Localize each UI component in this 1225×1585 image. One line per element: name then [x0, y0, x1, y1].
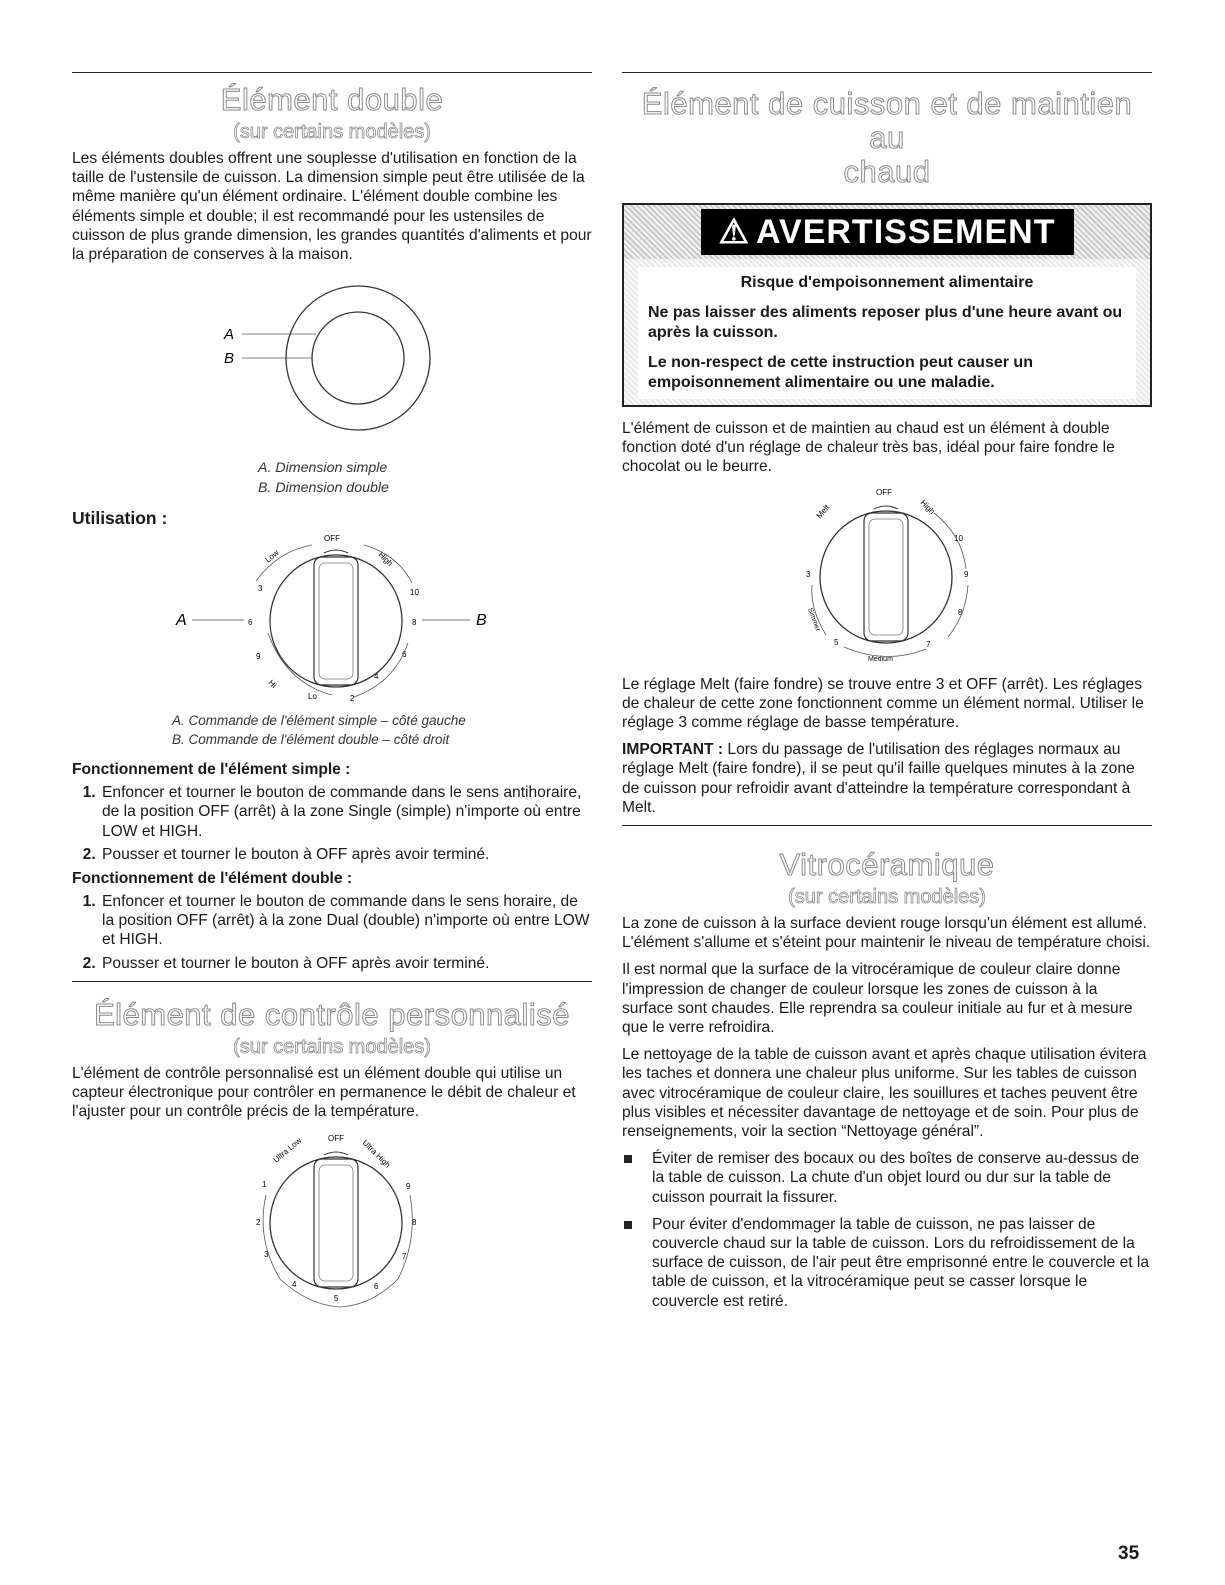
element-diagram — [72, 272, 592, 458]
warning-body — [624, 259, 1150, 405]
lo-label: Lo — [308, 692, 317, 702]
setting-5: 5 — [334, 1294, 339, 1304]
setting-8: 8 — [412, 618, 417, 628]
paragraph: L'élément de contrôle personnalisé est un élément double qui utilise un capteur électronique pour contrôler en permanence le débit de chaleur et l'ajuster pour un contrôle précis de la température. — [72, 1064, 576, 1121]
page-number: 35 — [1118, 1543, 1140, 1564]
figure-caption-b: B. Dimension double — [258, 480, 389, 497]
warning-content — [638, 267, 1136, 399]
off-label: OFF — [328, 1134, 344, 1144]
warning-box — [622, 203, 1152, 407]
important-label: IMPORTANT : — [622, 741, 724, 759]
setting-3: 3 — [264, 1250, 269, 1260]
setting-2: 2 — [350, 694, 355, 704]
figure-caption-a: A. Commande de l'élément simple – côté gauche — [172, 713, 466, 729]
off-label: OFF — [876, 487, 892, 497]
high-label: High — [918, 497, 937, 516]
warning-banner — [701, 209, 1074, 255]
medium-label: Medium — [868, 655, 893, 663]
knob-grip — [314, 557, 358, 685]
low-label: Low — [263, 548, 281, 565]
list-item: 2. Pousser et tourner le bouton à OFF après avoir terminé. — [100, 845, 592, 864]
setting-9: 9 — [406, 1182, 411, 1192]
paragraph: L'élément de cuisson et de maintien au chaud est un élément à double fonction doté d'un réglage de chaleur très bas, idéal pour faire fondre le chocolat ou le beurre. — [622, 420, 1115, 476]
callout-a: A — [224, 326, 235, 344]
double-heading: Fonctionnement de l'élément double : — [72, 870, 353, 888]
high-label: High — [376, 550, 395, 569]
section-rule — [622, 825, 1152, 826]
setting-8: 8 — [958, 607, 963, 617]
important-paragraph — [622, 740, 1152, 817]
melt-knob-figure — [622, 485, 1152, 675]
custom-knob-diagram — [72, 1129, 592, 1309]
paragraph: Le réglage Melt (faire fondre) se trouve entre 3 et OFF (arrêt). Les réglages de chaleur de cette zone fonctionnent comme un élément normal. Utiliser le réglage 3 comme réglage de basse température. — [622, 675, 1144, 732]
warning-risk: Risque d'empoisonnement alimentaire — [740, 274, 1034, 291]
knob-grip-inner — [319, 563, 353, 679]
pointer-mark — [324, 550, 348, 553]
setting-6-right: 6 — [402, 650, 407, 660]
callout-b: B — [224, 350, 235, 368]
utilisation-heading: Utilisation : — [72, 508, 168, 529]
warning-line: Le non-respect de cette instruction peut causer un empoisonnement alimentaire ou une maladie. — [648, 354, 1033, 391]
right-column — [622, 72, 1152, 1319]
hi-label: Hi — [266, 678, 279, 690]
ultra-low-label: Ultra Low — [271, 1136, 304, 1165]
paragraph: La zone de cuisson à la surface devient rouge lorsqu'un élément est allumé. L'élément s'allume et s'éteint pour maintenir le niveau de température choisi. — [622, 915, 1151, 952]
setting-7: 7 — [926, 639, 931, 649]
warning-title: AVERTISSEMENT — [755, 213, 1056, 251]
setting-10: 10 — [954, 533, 963, 543]
list-item: 1. Enfoncer et tourner le bouton de commande dans le sens horaire, de la position OFF (arrêt) à la zone Dual (double) n'importe où entre LOW et HIGH. — [100, 892, 592, 950]
important-text: Lors du passage de l'utilisation des réglages normaux au réglage Melt (faire fondre), il se peut qu'il faille quelques minutes à la zone de cuisson pour refroidir avant d'atteindre la température correspondant à Melt. — [622, 741, 1135, 816]
setting-9: 9 — [256, 652, 261, 662]
section-title: Élément double — [220, 82, 444, 117]
setting-9: 9 — [964, 569, 969, 579]
melt-label: Melt — [814, 502, 832, 520]
setting-10: 10 — [410, 588, 419, 598]
off-label: OFF — [324, 534, 340, 544]
setting-5: 5 — [834, 637, 839, 647]
section-title — [622, 87, 1152, 189]
knob-grip — [864, 513, 908, 641]
title-line: Élément de cuisson et de maintien au — [641, 86, 1133, 155]
figure-caption-a: A. Dimension simple — [258, 460, 388, 477]
inner-ring — [312, 312, 404, 404]
setting-3: 3 — [258, 584, 263, 594]
section-title: Élément de contrôle personnalisé — [93, 996, 571, 1032]
list-item: 1. Enfoncer et tourner le bouton de commande dans le sens antihoraire, de la position OFF (arrêt) à la zone Single (simple) n'importe où entre LOW et HIGH. — [100, 783, 592, 841]
list-item: 2. Pousser et tourner le bouton à OFF après avoir terminé. — [100, 954, 592, 973]
warning-line: Ne pas laisser des aliments reposer plus d'une heure avant ou après la cuisson. — [648, 304, 1123, 341]
list-item: Pour éviter d'endommager la table de cuisson, ne pas laisser de couvercle chaud sur la table de cuisson. Lors du refroidissement de la surface de cuisson, de l'air peut être emprisonné entre le couvercle et la table de cuisson, et la vitrocéramique peut se casser lorsque le couvercle est retiré. — [652, 1215, 1152, 1311]
title-line: chaud — [843, 154, 931, 189]
setting-4: 4 — [374, 672, 379, 682]
pointer-mark — [324, 1152, 348, 1155]
section-subtitle: (sur certains modèles) — [233, 121, 431, 143]
section-rule — [72, 72, 592, 73]
setting-6: 6 — [374, 1282, 379, 1292]
list-item: Éviter de remiser des bocaux ou des boîtes de conserve au-dessus de la table de cuisson. La chute d'un objet lourd ou dur sur la table de cuisson pourrait la fissurer. — [652, 1149, 1152, 1207]
simple-steps — [72, 783, 592, 864]
section-rule — [72, 981, 592, 982]
dual-knob-diagram — [72, 533, 592, 711]
setting-2: 2 — [256, 1218, 261, 1228]
knob-outline — [270, 1157, 402, 1292]
element-size-figure — [72, 272, 592, 458]
ultra-high-label: Ultra High — [360, 1138, 393, 1171]
setting-1: 1 — [262, 1180, 267, 1190]
section-rule — [622, 72, 1152, 73]
dual-knob-figure — [72, 533, 592, 711]
dial-arc — [263, 1195, 412, 1307]
figure-caption-b: B. Commande de l'élément double – côté droit — [172, 732, 450, 748]
simple-heading: Fonctionnement de l'élément simple : — [72, 761, 351, 779]
pointer-mark — [874, 506, 898, 509]
knob-grip-inner — [319, 1165, 353, 1281]
setting-3: 3 — [806, 569, 811, 579]
paragraph: Il est normal que la surface de la vitrocéramique de couleur claire donne l'impression de changer de couleur lorsque les zones de cuisson à la surface sont chaudes. Elle reprendra sa couleur initiale au fur et à mesure que le verre refroidira. — [622, 961, 1133, 1037]
section-title: Vitrocéramique — [779, 847, 995, 883]
setting-6: 6 — [248, 618, 253, 628]
warning-header — [624, 205, 1150, 259]
knob-grip-inner — [869, 519, 903, 635]
knob-outline — [820, 511, 952, 643]
knob-grip — [314, 1159, 358, 1287]
simmer-label: Simmer — [806, 606, 821, 632]
paragraph: Le nettoyage de la table de cuisson avant et après chaque utilisation évitera les taches et donnera une chaleur plus uniforme. Sur les tables de cuisson avec vitrocéramique de couleur claire, les souillures et taches peuvent être plus visibles et nécessiter davantage de nettoyage et de soin. Pour plus de renseignements, voir la section “Nettoyage général”. — [622, 1046, 1147, 1141]
paragraph: Les éléments doubles offrent une souplesse d'utilisation en fonction de la taille de l'ustensile de cuisson. La dimension simple peut être utilisée de la même manière qu'un élément ordinaire. L'élément double combine les éléments simple et double; il est recommandé pour les ustensiles de cuisson de plus grande dimension, les grandes quantités d'aliments et pour la préparation de conserves à la maison. — [72, 150, 592, 264]
callout-a: A — [176, 612, 187, 630]
melt-knob-diagram — [622, 485, 1152, 675]
warning-triangle-icon: ⚠ — [718, 213, 750, 251]
setting-4: 4 — [292, 1280, 297, 1290]
knob-outline — [270, 555, 402, 687]
double-steps — [72, 892, 592, 973]
section-subtitle: (sur certains modèles) — [788, 886, 986, 909]
callout-b: B — [476, 612, 487, 630]
setting-8: 8 — [412, 1218, 417, 1228]
setting-7: 7 — [402, 1252, 407, 1262]
bullet-list — [622, 1149, 1152, 1311]
left-column — [72, 72, 592, 1309]
section-subtitle: (sur certains modèles) — [233, 1035, 431, 1058]
custom-knob-figure — [72, 1129, 592, 1309]
